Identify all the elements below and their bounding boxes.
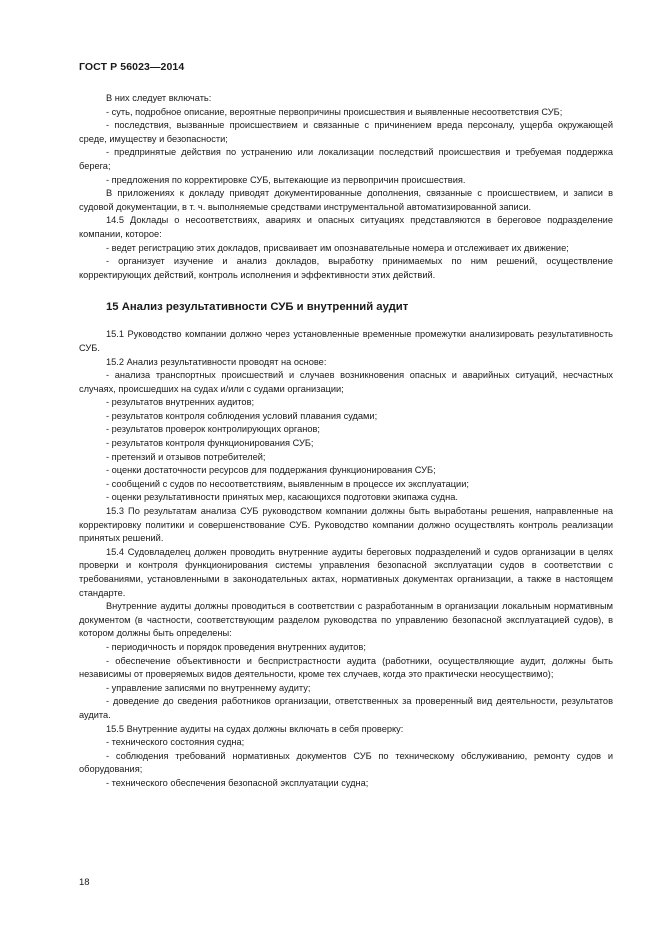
paragraph: - результатов контроля функционирования СУБ;	[106, 438, 314, 449]
paragraph: - доведение до сведения работников организации, ответственных за проверенный вид деятельности, результатов аудита.	[79, 696, 613, 720]
paragraph: 15.2 Анализ результативности проводят на основе:	[106, 356, 327, 367]
paragraph: - результатов проверок контролирующих органов;	[106, 424, 320, 435]
paragraph: - ведет регистрацию этих докладов, присваивает им опознавательные номера и отслеживает их движение;	[106, 242, 569, 253]
paragraph: - организует изучение и анализ докладов, выработку принимаемых по ним решений, осуществление корректирующих действий, контроль исполнения и эффективности этих действий.	[79, 256, 613, 280]
paragraph: 14.5 Доклады о несоответствиях, авариях и опасных ситуациях представляются в береговое подразделение компании, которое:	[79, 215, 613, 239]
paragraph: В них следует включать:	[106, 93, 212, 103]
paragraph: - оценки результативности принятых мер, касающихся подготовки экипажа судна.	[106, 492, 458, 503]
paragraph: В приложениях к докладу приводят документированные дополнения, связанные с происшествием, и записи в судовой документации, в т. ч. выполняемые средствами инструментальной автоматизированной записи.	[79, 188, 613, 212]
paragraph: - претензий и отзывов потребителей;	[106, 451, 266, 462]
paragraph: - технического обеспечения безопасной эксплуатации судна;	[106, 777, 369, 788]
paragraph: - оценки достаточности ресурсов для поддержания функционирования СУБ;	[106, 465, 436, 476]
paragraph: - результатов контроля соблюдения условий плавания судами;	[106, 410, 378, 421]
page-number: 18	[79, 877, 90, 888]
paragraph: - результатов внутренних аудитов;	[106, 397, 255, 408]
paragraph: - технического состояния судна;	[106, 737, 245, 748]
paragraph: - сообщений с судов по несоответствиям, выявленным в процессе их эксплуатации;	[106, 478, 469, 489]
paragraph: 15.4 Судовладелец должен проводить внутренние аудиты береговых подразделений и судов организации в целях проверки и контроля функционирования системы управления безопасной эксплуатации судов в соответствии с требованиями, установленными в законодательных актах, нормативных документах организации, а также в настоящем стандарте.	[79, 546, 613, 598]
paragraph: - последствия, вызванные происшествием и связанные с причинением вреда персоналу, ущерба окружающей среде, имуществу и безопасности;	[79, 120, 613, 144]
paragraph: Внутренние аудиты должны проводиться в соответствии с разработанным в организации локальным нормативным документом (в частности, соответствующим разделом руководства по управлению безопасной эксплуатацией судов), в котором должны быть определены:	[79, 601, 613, 639]
paragraph: - суть, подробное описание, вероятные первопричины происшествия и выявленные несоответствия СУБ;	[106, 106, 563, 117]
document-header: ГОСТ Р 56023—2014	[79, 61, 185, 73]
section-heading: 15 Анализ результативности СУБ и внутренний аудит	[106, 301, 409, 314]
document-body	[79, 92, 613, 791]
paragraph: - предпринятые действия по устранению или локализации последствий происшествия и требуемая поддержка берега;	[79, 147, 613, 171]
paragraph: - периодичность и порядок проведения внутренних аудитов;	[106, 641, 366, 652]
paragraph: 15.5 Внутренние аудиты на судах должны включать в себя проверку:	[106, 723, 404, 734]
paragraph: - обеспечение объективности и беспристрастности аудита (работники, осуществляющие аудит, должны быть независимы от проверяемых видов деятельности, кроме тех случаев, когда это практически неосуществимо);	[79, 655, 613, 680]
paragraph: - анализа транспортных происшествий и случаев возникновения опасных и аварийных ситуаций, несчастных случаях, происшедших на судах и/или с судами организации;	[79, 370, 613, 394]
paragraph: - предложения по корректировке СУБ, вытекающие из первопричин происшествия.	[106, 174, 466, 185]
paragraph: - соблюдения требований нормативных документов СУБ по техническому обслуживанию, ремонту судов и оборудования;	[79, 750, 613, 775]
paragraph: - управление записями по внутреннему аудиту;	[106, 682, 311, 693]
paragraph: 15.1 Руководство компании должно через установленные временные промежутки анализировать результативность СУБ.	[79, 329, 613, 353]
paragraph: 15.3 По результатам анализа СУБ руководством компании должны быть выработаны решения, направленные на корректировку политики и совершенствование СУБ. Руководство компании должно осуществлять контроль реализации принятых решений.	[79, 506, 613, 544]
